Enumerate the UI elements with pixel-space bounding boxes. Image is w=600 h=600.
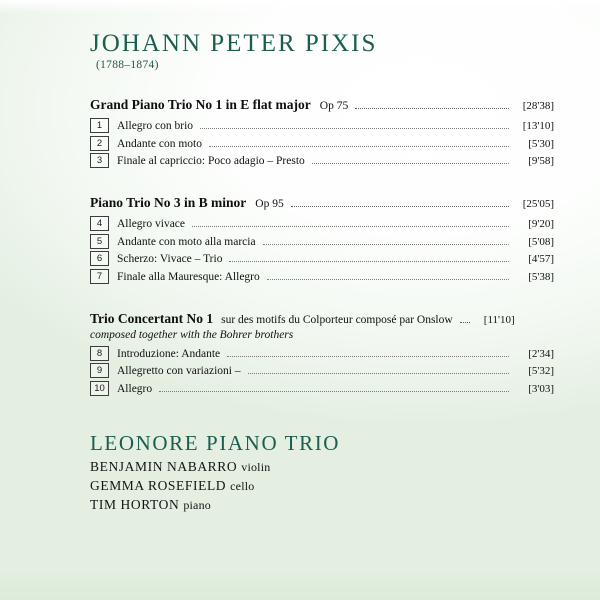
track-row[interactable] (90, 217, 554, 232)
work-heading (90, 311, 554, 327)
track-row[interactable] (90, 252, 554, 267)
track-duration: [9'20] (528, 218, 554, 230)
work-heading (90, 195, 554, 211)
work-entry (90, 195, 554, 285)
ensemble-name: LEONORE PIANO TRIO (90, 430, 341, 455)
track-row[interactable] (90, 119, 554, 134)
work-title: Piano Trio No 3 in B minor (90, 195, 247, 210)
leader-dots (192, 225, 509, 227)
track-duration: [5'38] (528, 270, 554, 283)
composer-dates: (1788–1874) (96, 59, 159, 71)
performer-instrument: cello (230, 478, 255, 493)
leader-dots (209, 145, 509, 147)
performer-name: GEMMA ROSEFIELD (90, 477, 227, 493)
track-duration: [5'30] (528, 137, 554, 150)
track-title: Scherzo: Vivace – Trio (117, 253, 223, 265)
track-duration: [5'08] (528, 235, 554, 248)
work-heading (90, 97, 554, 113)
leader-dots (229, 260, 509, 262)
track-row[interactable] (90, 270, 554, 285)
leader-dots (460, 321, 470, 323)
performer-row (90, 459, 554, 475)
leader-dots (159, 390, 509, 392)
work-duration: [11'10] (483, 313, 515, 326)
track-duration: [9'58] (528, 155, 554, 167)
track-title: Allegro vivace (117, 218, 186, 230)
performer-name: BENJAMIN NABARRO (90, 458, 238, 474)
track-number: 9 (90, 363, 109, 378)
track-row[interactable] (90, 364, 554, 379)
track-title: Allegretto con variazioni – (117, 365, 241, 377)
performer-instrument: violin (241, 459, 271, 474)
leader-dots (267, 278, 509, 280)
track-list (90, 217, 554, 285)
track-list (90, 119, 554, 169)
leader-dots (200, 127, 509, 129)
track-row[interactable] (90, 154, 554, 169)
performer-instrument: piano (183, 497, 211, 512)
leader-dots (355, 107, 509, 109)
track-title: Allegro con brio (117, 120, 194, 132)
track-number: 10 (90, 381, 109, 396)
track-duration: [4'57] (528, 253, 554, 265)
performers-section (90, 431, 554, 513)
track-row[interactable] (90, 235, 554, 250)
performer-row (90, 497, 554, 513)
composer-name: JOHANN PETER PIXIS (90, 30, 378, 57)
track-title: Allegro (117, 382, 153, 395)
track-row[interactable] (90, 382, 554, 397)
leader-dots (312, 162, 509, 164)
track-title: Introduzione: Andante (117, 347, 221, 360)
work-duration: [28'38] (522, 100, 554, 112)
track-row[interactable] (90, 347, 554, 362)
leader-dots (227, 355, 509, 357)
work-subtitle: sur des motifs du Colporteur composé par Onslow (221, 313, 453, 326)
work-title: Trio Concertant No 1 (90, 310, 214, 326)
track-number: 4 (90, 216, 109, 231)
track-number: 3 (90, 153, 109, 168)
work-opus: Op 75 (319, 100, 349, 112)
track-duration: [3'03] (528, 382, 554, 395)
track-duration: [13'10] (522, 120, 554, 132)
track-number: 8 (90, 346, 109, 361)
track-number: 6 (90, 251, 109, 266)
work-opus: Op 95 (255, 198, 284, 210)
track-title: Andante con moto (117, 137, 202, 150)
performer-row (90, 478, 554, 494)
leader-dots (263, 243, 509, 245)
leader-dots (248, 372, 509, 374)
work-entry (90, 97, 554, 169)
track-row[interactable] (90, 137, 554, 152)
work-duration: [25'05] (522, 198, 554, 210)
track-duration: [5'32] (528, 365, 554, 377)
track-number: 1 (90, 118, 109, 133)
track-list (90, 347, 554, 397)
work-note: composed together with the Bohrer brothers (90, 328, 294, 341)
track-number: 2 (90, 136, 109, 151)
track-title: Andante con moto alla marcia (117, 235, 256, 248)
track-title: Finale alla Mauresque: Allegro (117, 270, 260, 283)
track-number: 7 (90, 269, 109, 284)
track-duration: [2'34] (528, 347, 554, 360)
performer-name: TIM HORTON (90, 496, 180, 512)
leader-dots (291, 205, 509, 207)
track-title: Finale al capriccio: Poco adagio – Presto (117, 155, 305, 167)
work-entry (90, 311, 554, 397)
track-number: 5 (90, 234, 109, 249)
work-title: Grand Piano Trio No 1 in E flat major (90, 97, 311, 112)
